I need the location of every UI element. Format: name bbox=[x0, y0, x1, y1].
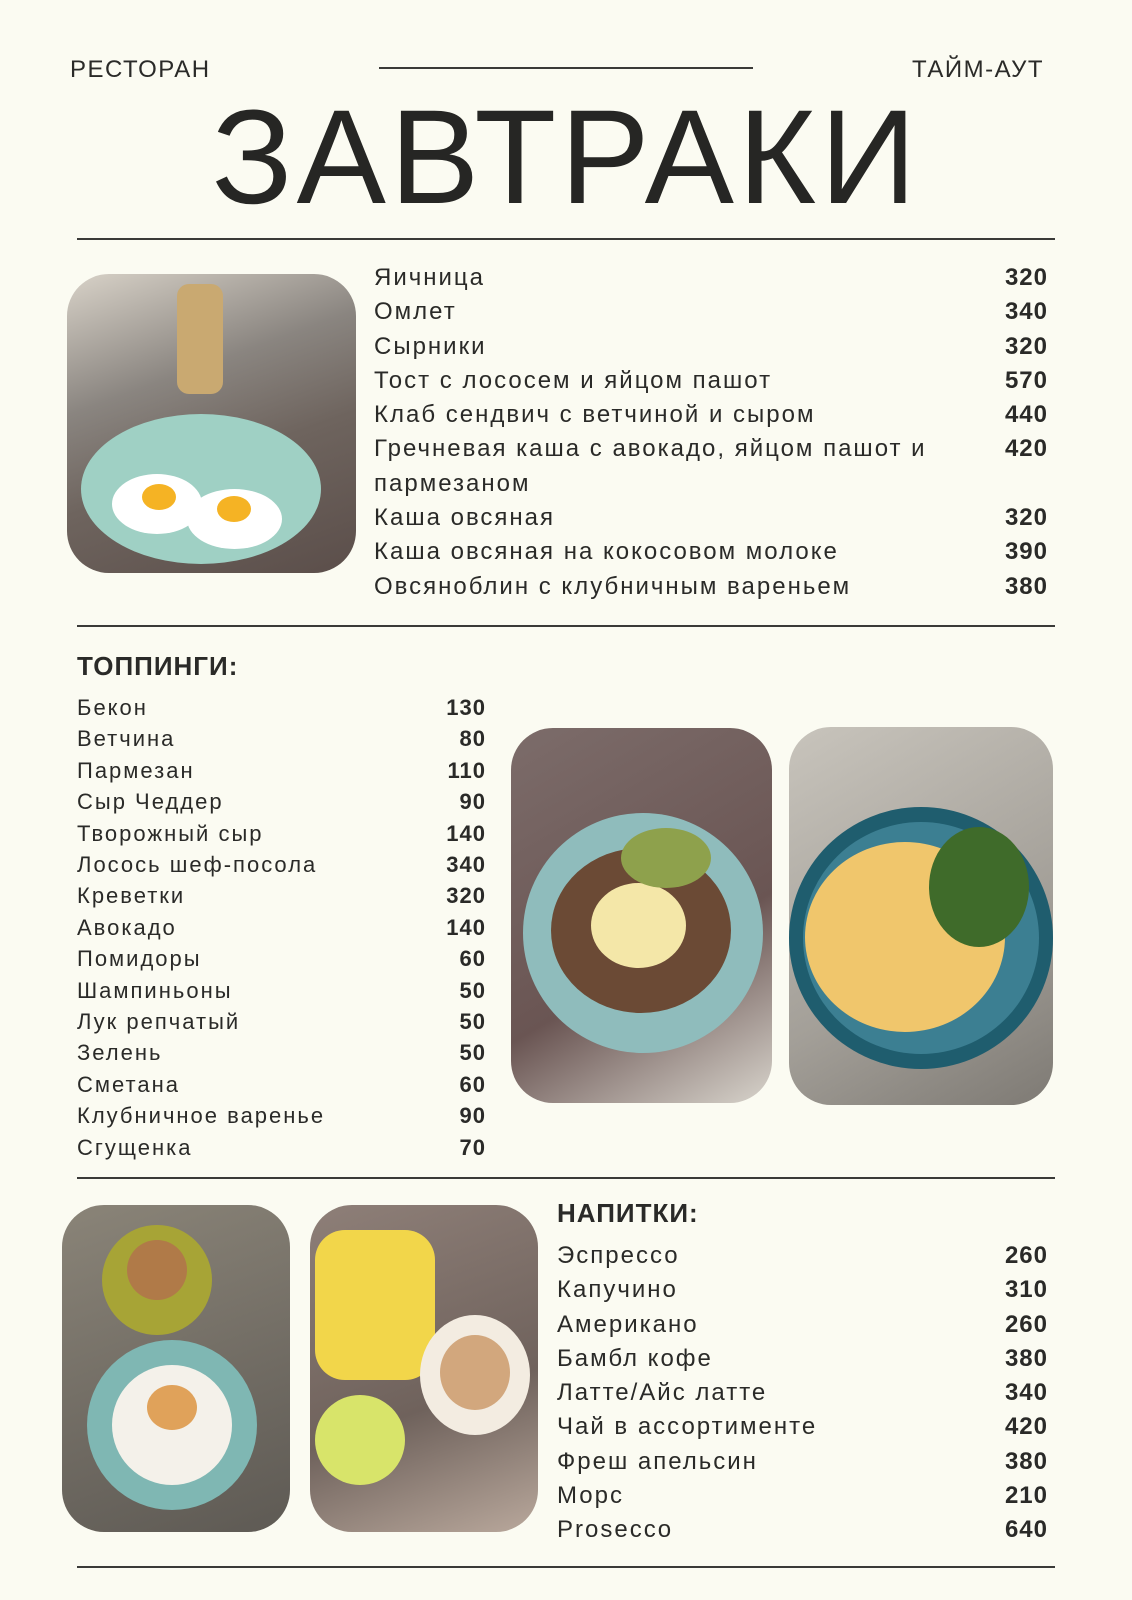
item-name: Творожный сыр bbox=[77, 820, 264, 846]
item-name: Фреш апельсин bbox=[557, 1447, 758, 1475]
restaurant-label: РЕСТОРАН bbox=[70, 56, 211, 83]
item-price: 90 bbox=[459, 1103, 486, 1129]
menu-item bbox=[557, 1273, 1048, 1307]
item-name: Лосось шеф-посола bbox=[77, 852, 318, 878]
breakfast-list bbox=[374, 261, 1048, 604]
menu-item bbox=[374, 570, 1048, 604]
item-name: Сыр Чеддер bbox=[77, 789, 224, 815]
item-name: Чай в ассортименте bbox=[557, 1413, 818, 1441]
photo-fried-eggs bbox=[67, 274, 356, 573]
item-price: 340 bbox=[1004, 298, 1048, 326]
divider bbox=[77, 1177, 1055, 1179]
item-price: 320 bbox=[1004, 332, 1048, 360]
menu-item bbox=[77, 692, 486, 723]
menu-item bbox=[77, 1100, 486, 1131]
item-name: Ветчина bbox=[77, 726, 176, 752]
item-name: Креветки bbox=[77, 883, 186, 909]
item-price: 260 bbox=[1004, 1310, 1048, 1338]
drinks-heading: НАПИТКИ: bbox=[557, 1198, 699, 1228]
item-name: Капучино bbox=[557, 1276, 678, 1304]
divider bbox=[77, 625, 1055, 627]
item-price: 380 bbox=[1004, 1344, 1048, 1372]
item-name: Лук репчатый bbox=[77, 1009, 241, 1035]
menu-item bbox=[77, 723, 486, 754]
menu-item bbox=[77, 1132, 486, 1163]
toppings-heading: ТОППИНГИ: bbox=[77, 651, 239, 681]
photo-syrniki-coffee bbox=[62, 1205, 290, 1532]
menu-item bbox=[77, 1037, 486, 1068]
menu-item bbox=[374, 364, 1048, 398]
item-name: Клубничное варенье bbox=[77, 1103, 326, 1129]
menu-item bbox=[77, 943, 486, 974]
menu-item bbox=[77, 975, 486, 1006]
drinks-list bbox=[557, 1239, 1048, 1548]
item-name: Сгущенка bbox=[77, 1134, 193, 1160]
item-price: 50 bbox=[459, 977, 486, 1003]
item-price: 90 bbox=[459, 789, 486, 815]
menu-item bbox=[374, 261, 1048, 295]
item-name: Сырники bbox=[374, 332, 487, 360]
item-name: Яичница bbox=[374, 264, 485, 291]
menu-item bbox=[374, 501, 1048, 535]
item-name: Бамбл кофе bbox=[557, 1344, 713, 1372]
item-name: Авокадо bbox=[77, 914, 177, 940]
menu-item bbox=[374, 432, 1048, 501]
item-price: 310 bbox=[1004, 1276, 1048, 1304]
photo-juice-latte bbox=[310, 1205, 538, 1532]
item-name: Морс bbox=[557, 1482, 624, 1510]
item-price: 70 bbox=[459, 1134, 486, 1160]
item-price: 60 bbox=[459, 1071, 486, 1097]
menu-item bbox=[557, 1479, 1048, 1513]
item-price: 210 bbox=[1004, 1482, 1048, 1510]
header-line bbox=[379, 67, 753, 69]
item-price: 320 bbox=[446, 883, 486, 909]
menu-item bbox=[557, 1308, 1048, 1342]
toppings-list bbox=[77, 692, 486, 1163]
menu-item bbox=[77, 818, 486, 849]
item-price: 110 bbox=[447, 757, 486, 783]
item-price: 440 bbox=[1004, 401, 1048, 429]
menu-item bbox=[77, 786, 486, 817]
item-price: 50 bbox=[459, 1009, 486, 1035]
item-name: Prosecco bbox=[557, 1516, 674, 1544]
item-name: Каша овсяная bbox=[374, 504, 556, 532]
menu-item bbox=[557, 1239, 1048, 1273]
item-name: Эспрессо bbox=[557, 1242, 680, 1269]
item-price: 640 bbox=[1004, 1516, 1048, 1544]
item-price: 420 bbox=[1004, 1413, 1048, 1441]
menu-item bbox=[374, 535, 1048, 569]
menu-item bbox=[557, 1410, 1048, 1444]
item-price: 260 bbox=[1004, 1242, 1048, 1269]
item-name: Омлет bbox=[374, 298, 457, 326]
item-price: 420 bbox=[1004, 435, 1048, 463]
menu-item bbox=[557, 1445, 1048, 1479]
menu-item bbox=[77, 755, 486, 786]
item-name: Помидоры bbox=[77, 946, 202, 972]
item-name: Пармезан bbox=[77, 757, 195, 783]
menu-item bbox=[77, 1006, 486, 1037]
item-name: Шампиньоны bbox=[77, 977, 233, 1003]
item-name: Гречневая каша с авокадо, яйцом пашот и пармезаном bbox=[374, 435, 927, 497]
menu-item bbox=[77, 880, 486, 911]
photo-buckwheat-bowl bbox=[511, 728, 772, 1103]
menu-item bbox=[374, 330, 1048, 364]
menu-item bbox=[77, 849, 486, 880]
item-price: 570 bbox=[1004, 366, 1048, 394]
restaurant-name: ТАЙМ-АУТ bbox=[912, 56, 1044, 83]
divider bbox=[77, 1566, 1055, 1568]
menu-item bbox=[557, 1342, 1048, 1376]
item-price: 380 bbox=[1004, 572, 1048, 600]
menu-item bbox=[374, 295, 1048, 329]
item-name: Овсяноблин с клубничным вареньем bbox=[374, 572, 852, 600]
page-title: ЗАВТРАКИ bbox=[211, 83, 921, 232]
item-name: Клаб сендвич с ветчиной и сыром bbox=[374, 401, 816, 429]
item-name: Сметана bbox=[77, 1071, 180, 1097]
item-name: Американо bbox=[557, 1310, 699, 1338]
photo-omelette bbox=[789, 727, 1053, 1105]
menu-item bbox=[77, 1069, 486, 1100]
item-name: Бекон bbox=[77, 695, 148, 720]
item-price: 80 bbox=[459, 726, 486, 752]
item-price: 60 bbox=[459, 946, 486, 972]
item-name: Латте/Айс латте bbox=[557, 1379, 768, 1407]
item-price: 380 bbox=[1004, 1447, 1048, 1475]
item-name: Каша овсяная на кокосовом молоке bbox=[374, 538, 839, 566]
item-name: Тост с лососем и яйцом пашот bbox=[374, 366, 773, 394]
item-price: 390 bbox=[1004, 538, 1048, 566]
item-name: Зелень bbox=[77, 1040, 163, 1066]
item-price: 140 bbox=[446, 820, 486, 846]
item-price: 340 bbox=[446, 852, 486, 878]
menu-item bbox=[374, 398, 1048, 432]
divider bbox=[77, 238, 1055, 240]
item-price: 320 bbox=[1004, 504, 1048, 532]
menu-item bbox=[77, 912, 486, 943]
menu-item bbox=[557, 1513, 1048, 1547]
item-price: 340 bbox=[1004, 1379, 1048, 1407]
item-price: 130 bbox=[446, 695, 486, 720]
item-price: 50 bbox=[459, 1040, 486, 1066]
menu-item bbox=[557, 1376, 1048, 1410]
item-price: 320 bbox=[1004, 264, 1048, 291]
item-price: 140 bbox=[446, 914, 486, 940]
